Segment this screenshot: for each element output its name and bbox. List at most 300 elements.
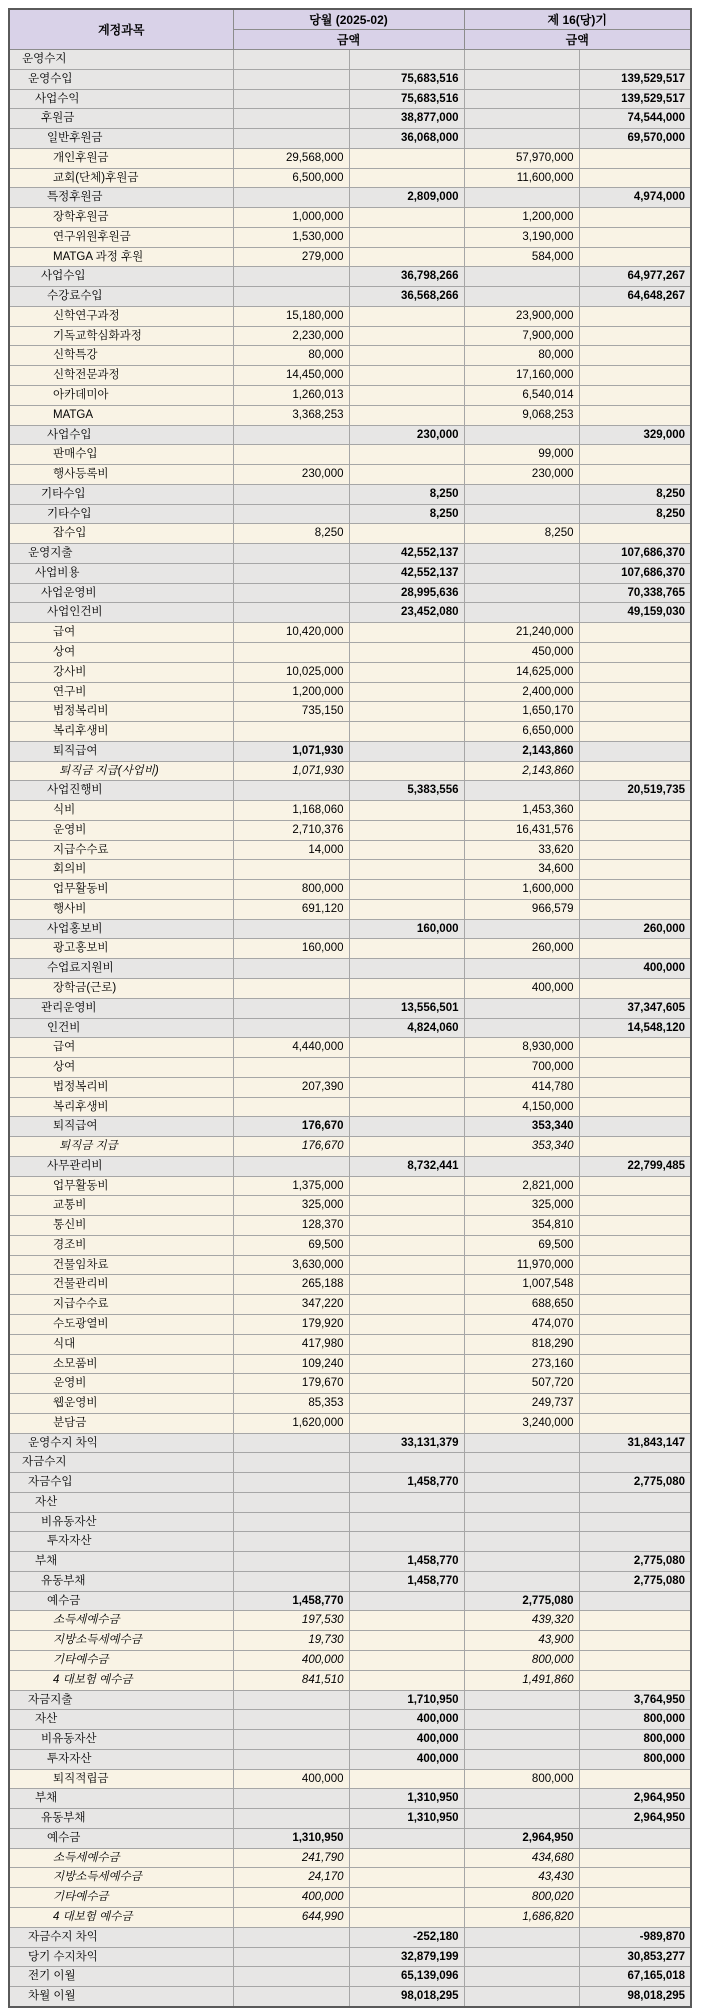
amount-cell [579,1670,691,1690]
table-row [9,1433,691,1453]
table-row [9,959,691,979]
amount-cell [464,1809,579,1829]
amount-cell: 207,390 [233,1077,349,1097]
amount-cell: 1,375,000 [233,1176,349,1196]
amount-cell: 30,853,277 [579,1947,691,1967]
table-row [9,1611,691,1631]
table-row [9,1176,691,1196]
amount-cell: -252,180 [349,1927,464,1947]
amount-cell [233,1156,349,1176]
table-row [9,1710,691,1730]
account-cell: 상여 [9,1058,233,1078]
amount-cell: 2,230,000 [233,326,349,346]
table-row [9,642,691,662]
amount-cell: 1,710,950 [349,1690,464,1710]
account-cell: 자산 [9,1710,233,1730]
amount-cell: 7,900,000 [464,326,579,346]
table-row [9,1828,691,1848]
amount-cell: 10,025,000 [233,662,349,682]
amount-cell: 1,458,770 [349,1571,464,1591]
amount-cell [349,1413,464,1433]
amount-cell: 1,000,000 [233,208,349,228]
amount-cell: 400,000 [579,959,691,979]
amount-cell [349,682,464,702]
amount-cell: 14,450,000 [233,366,349,386]
amount-cell [579,1868,691,1888]
amount-cell [349,1077,464,1097]
amount-cell [579,1591,691,1611]
amount-cell: 64,648,267 [579,287,691,307]
account-cell: 특정후원금 [9,188,233,208]
amount-cell [579,702,691,722]
table-row [9,168,691,188]
amount-cell: 65,139,096 [349,1967,464,1987]
table-row [9,366,691,386]
amount-cell: 400,000 [233,1769,349,1789]
account-cell: 운영수지 [9,50,233,70]
amount-cell: 1,686,820 [464,1907,579,1927]
table-row [9,326,691,346]
table-row [9,1058,691,1078]
table-row [9,1552,691,1572]
amount-cell [579,1176,691,1196]
account-cell: 후원금 [9,109,233,129]
amount-cell: 439,320 [464,1611,579,1631]
table-row [9,1947,691,1967]
amount-cell [233,1018,349,1038]
amount-cell [464,287,579,307]
amount-cell [579,306,691,326]
amount-cell [349,702,464,722]
table-row [9,623,691,643]
table-row [9,1670,691,1690]
amount-cell [579,1413,691,1433]
amount-cell: 128,370 [233,1216,349,1236]
amount-cell [579,445,691,465]
table-row [9,1156,691,1176]
amount-cell: 75,683,516 [349,89,464,109]
amount-cell [579,1117,691,1137]
amount-cell: 36,568,266 [349,287,464,307]
account-cell: 관리운영비 [9,998,233,1018]
table-row [9,129,691,149]
account-cell: 예수금 [9,1591,233,1611]
table-row [9,1967,691,1987]
amount-cell [464,484,579,504]
table-row [9,899,691,919]
col-header-current-month: 당월 (2025-02) [233,9,464,30]
amount-cell: 353,340 [464,1117,579,1137]
amount-cell [233,860,349,880]
account-cell: 기독교학심화과정 [9,326,233,346]
amount-cell: 800,000 [579,1730,691,1750]
amount-cell: -989,870 [579,1927,691,1947]
table-row [9,1255,691,1275]
amount-cell [464,544,579,564]
amount-cell [464,1710,579,1730]
account-cell: 사업수입 [9,267,233,287]
account-cell: 유동부채 [9,1809,233,1829]
account-cell: 전기 이월 [9,1967,233,1987]
account-cell: 회의비 [9,860,233,880]
amount-cell: 85,353 [233,1394,349,1414]
amount-cell: 109,240 [233,1354,349,1374]
table-row [9,1927,691,1947]
amount-cell [579,1828,691,1848]
account-cell: 퇴직급여 [9,1117,233,1137]
amount-cell: 474,070 [464,1315,579,1335]
amount-cell [464,188,579,208]
amount-cell: 800,000 [464,1769,579,1789]
amount-cell [579,801,691,821]
table-row [9,484,691,504]
amount-cell [233,188,349,208]
amount-cell [464,1552,579,1572]
account-cell: 차월 이월 [9,1987,233,2007]
amount-cell [464,1018,579,1038]
amount-cell [349,978,464,998]
account-cell: 비유동자산 [9,1512,233,1532]
amount-cell: 1,530,000 [233,227,349,247]
amount-cell [579,208,691,228]
amount-cell: 42,552,137 [349,544,464,564]
amount-cell [579,1651,691,1671]
amount-cell: 265,188 [233,1275,349,1295]
account-cell: MATGA 과정 후원 [9,247,233,267]
amount-cell: 2,143,860 [464,741,579,761]
account-cell: 자금지출 [9,1690,233,1710]
amount-cell [233,978,349,998]
amount-cell [579,1216,691,1236]
amount-cell: 70,338,765 [579,583,691,603]
amount-cell [464,1512,579,1532]
account-cell: 지급수수료 [9,840,233,860]
amount-cell [349,801,464,821]
financial-table [8,8,692,2008]
amount-cell [233,919,349,939]
amount-cell [233,1097,349,1117]
account-cell: 행사등록비 [9,465,233,485]
amount-cell: 74,544,000 [579,109,691,129]
amount-cell: 20,519,735 [579,781,691,801]
table-row [9,306,691,326]
amount-cell [349,346,464,366]
amount-cell: 17,160,000 [464,366,579,386]
amount-cell [579,1532,691,1552]
account-cell: 교통비 [9,1196,233,1216]
amount-cell: 1,453,360 [464,801,579,821]
amount-cell: 230,000 [464,465,579,485]
account-cell: MATGA [9,405,233,425]
amount-cell: 1,071,930 [233,741,349,761]
amount-cell [233,1058,349,1078]
amount-cell [579,662,691,682]
amount-cell [349,722,464,742]
amount-cell: 80,000 [464,346,579,366]
account-cell: 광고홍보비 [9,939,233,959]
amount-cell: 43,430 [464,1868,579,1888]
header-row-groups [9,9,691,30]
amount-cell [579,939,691,959]
amount-cell: 353,340 [464,1137,579,1157]
amount-cell [464,267,579,287]
amount-cell [579,1315,691,1335]
table-row [9,919,691,939]
account-cell: 아카데미아 [9,386,233,406]
table-row [9,1809,691,1829]
amount-cell [233,1789,349,1809]
amount-cell [464,563,579,583]
amount-cell: 13,556,501 [349,998,464,1018]
amount-cell [349,1591,464,1611]
table-row [9,89,691,109]
table-row [9,188,691,208]
amount-cell: 8,250 [464,524,579,544]
amount-cell: 400,000 [349,1749,464,1769]
amount-cell: 700,000 [464,1058,579,1078]
amount-cell: 2,821,000 [464,1176,579,1196]
table-row [9,603,691,623]
amount-cell [579,247,691,267]
amount-cell [579,1275,691,1295]
amount-cell: 176,670 [233,1137,349,1157]
amount-cell: 6,650,000 [464,722,579,742]
amount-cell [579,366,691,386]
amount-cell [464,1532,579,1552]
table-body [9,50,691,2007]
account-cell: 투자자산 [9,1749,233,1769]
amount-cell: 8,250 [579,484,691,504]
amount-cell: 11,600,000 [464,168,579,188]
account-cell: 소득세예수금 [9,1611,233,1631]
table-row [9,208,691,228]
table-row [9,1473,691,1493]
amount-cell: 99,000 [464,445,579,465]
table-row [9,1690,691,1710]
amount-cell [349,1038,464,1058]
amount-cell [579,682,691,702]
amount-cell [233,267,349,287]
amount-cell [464,583,579,603]
amount-cell [233,1749,349,1769]
account-cell: 부채 [9,1789,233,1809]
account-cell: 비유동자산 [9,1730,233,1750]
amount-cell [349,761,464,781]
amount-cell [579,623,691,643]
amount-cell: 139,529,517 [579,69,691,89]
amount-cell: 2,400,000 [464,682,579,702]
table-row [9,1532,691,1552]
col-subheader-amount-current: 금액 [233,30,464,50]
amount-cell: 1,071,930 [233,761,349,781]
amount-cell [349,642,464,662]
account-cell: 자금수입 [9,1473,233,1493]
amount-cell: 800,000 [464,1651,579,1671]
amount-cell [233,998,349,1018]
amount-cell [349,1058,464,1078]
amount-cell: 6,500,000 [233,168,349,188]
amount-cell [349,840,464,860]
amount-cell [349,386,464,406]
account-cell: 예수금 [9,1828,233,1848]
amount-cell [579,346,691,366]
account-cell: 4 대보험 예수금 [9,1670,233,1690]
amount-cell [233,287,349,307]
amount-cell: 8,250 [579,504,691,524]
amount-cell: 735,150 [233,702,349,722]
table-row [9,1749,691,1769]
amount-cell [464,1947,579,1967]
amount-cell: 966,579 [464,899,579,919]
amount-cell: 67,165,018 [579,1967,691,1987]
amount-cell [349,1888,464,1908]
table-row [9,287,691,307]
amount-cell [233,583,349,603]
account-cell: 자금수지 차익 [9,1927,233,1947]
amount-cell [579,642,691,662]
table-row [9,840,691,860]
account-cell: 지방소득세예수금 [9,1868,233,1888]
amount-cell: 230,000 [349,425,464,445]
account-cell: 퇴직금 지급(사업비) [9,761,233,781]
table-row [9,425,691,445]
account-cell: 사업비용 [9,563,233,583]
account-cell: 건물관리비 [9,1275,233,1295]
amount-cell [233,445,349,465]
amount-cell [579,1255,691,1275]
account-cell: 법정복리비 [9,702,233,722]
amount-cell [579,1907,691,1927]
amount-cell [464,1433,579,1453]
amount-cell: 2,809,000 [349,188,464,208]
account-cell: 지방소득세예수금 [9,1631,233,1651]
amount-cell: 1,007,548 [464,1275,579,1295]
amount-cell [349,939,464,959]
table-row [9,1888,691,1908]
table-row [9,1374,691,1394]
account-cell: 기타예수금 [9,1888,233,1908]
amount-cell: 2,775,080 [579,1473,691,1493]
amount-cell [464,1156,579,1176]
amount-cell: 841,510 [233,1670,349,1690]
table-row [9,50,691,70]
amount-cell: 32,879,199 [349,1947,464,1967]
amount-cell [349,1176,464,1196]
table-row [9,939,691,959]
amount-cell [349,247,464,267]
table-row [9,109,691,129]
amount-cell [579,1058,691,1078]
amount-cell [464,998,579,1018]
amount-cell [349,208,464,228]
amount-cell: 400,000 [233,1651,349,1671]
amount-cell: 1,458,770 [349,1473,464,1493]
amount-cell [349,366,464,386]
account-cell: 행사비 [9,899,233,919]
amount-cell [233,1433,349,1453]
amount-cell [579,722,691,742]
account-cell: 퇴직급여 [9,741,233,761]
amount-cell [349,1394,464,1414]
table-row [9,741,691,761]
amount-cell [579,1631,691,1651]
table-row [9,504,691,524]
account-cell: 업무활동비 [9,1176,233,1196]
amount-cell [464,69,579,89]
amount-cell [349,1907,464,1927]
table-row [9,1275,691,1295]
table-row [9,1868,691,1888]
amount-cell [579,1235,691,1255]
account-cell: 사업수입 [9,425,233,445]
account-cell: 잡수입 [9,524,233,544]
amount-cell: 34,600 [464,860,579,880]
amount-cell: 325,000 [464,1196,579,1216]
amount-cell [349,1769,464,1789]
account-cell: 운영비 [9,820,233,840]
account-cell: 인건비 [9,1018,233,1038]
amount-cell: 249,737 [464,1394,579,1414]
amount-cell [579,761,691,781]
amount-cell: 69,570,000 [579,129,691,149]
amount-cell [579,465,691,485]
amount-cell [233,1492,349,1512]
amount-cell: 49,159,030 [579,603,691,623]
amount-cell [349,1611,464,1631]
amount-cell [579,741,691,761]
amount-cell [349,741,464,761]
amount-cell: 3,630,000 [233,1255,349,1275]
table-row [9,1492,691,1512]
amount-cell [233,1967,349,1987]
amount-cell: 800,000 [579,1749,691,1769]
amount-cell [233,1710,349,1730]
amount-cell: 4,150,000 [464,1097,579,1117]
amount-cell: 2,143,860 [464,761,579,781]
amount-cell: 14,625,000 [464,662,579,682]
table-row [9,998,691,1018]
amount-cell [579,1038,691,1058]
table-row [9,722,691,742]
amount-cell [579,405,691,425]
amount-cell [349,820,464,840]
table-row [9,761,691,781]
amount-cell [233,1512,349,1532]
amount-cell [233,69,349,89]
amount-cell [464,109,579,129]
amount-cell: 644,990 [233,1907,349,1927]
amount-cell: 160,000 [233,939,349,959]
amount-cell [349,1532,464,1552]
amount-cell: 8,250 [233,524,349,544]
amount-cell [233,781,349,801]
account-cell: 기타수입 [9,504,233,524]
amount-cell: 179,920 [233,1315,349,1335]
table-row [9,346,691,366]
amount-cell: 1,200,000 [464,208,579,228]
amount-cell [579,1137,691,1157]
amount-cell: 354,810 [464,1216,579,1236]
table-row [9,820,691,840]
table-row [9,978,691,998]
col-header-account: 계정과목 [9,9,233,50]
account-cell: 소모품비 [9,1354,233,1374]
amount-cell [349,148,464,168]
amount-cell: 1,310,950 [349,1789,464,1809]
table-row [9,1987,691,2007]
amount-cell: 230,000 [233,465,349,485]
amount-cell [233,722,349,742]
